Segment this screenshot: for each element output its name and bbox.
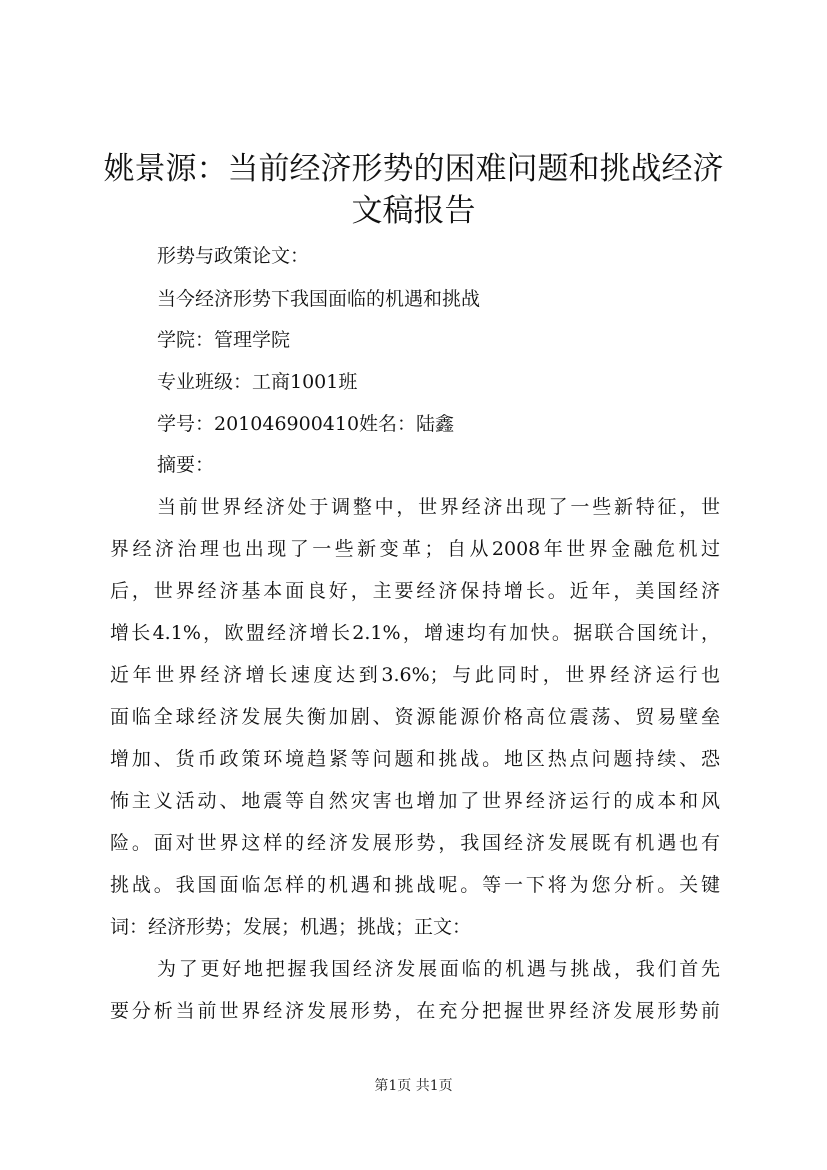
document-title-line-2: 文稿报告 bbox=[351, 193, 476, 229]
document-title-line-1: 姚景源：当前经济形势的困难问题和挑战经济 bbox=[103, 151, 724, 187]
paragraph1-line: 增加、货币政策环境趋紧等问题和挑战。地区热点问题持续、恐 bbox=[110, 748, 720, 770]
page-footer: 第1页 共1页 bbox=[374, 1078, 453, 1094]
meta-abstract-label: 摘要： bbox=[157, 454, 215, 476]
meta-student-id-name: 学号：201046900410姓名：陆鑫 bbox=[157, 413, 455, 435]
paragraph1-line: 怖主义活动、地震等自然灾害也增加了世界经济运行的成本和风 bbox=[110, 790, 720, 812]
paragraph1-line: 面临全球经济发展失衡加剧、资源能源价格高位震荡、贸易壁垒 bbox=[110, 706, 720, 728]
paragraph2-line: 要分析当前世界经济发展形势，在充分把握世界经济发展形势前 bbox=[110, 1000, 720, 1022]
paragraph1-line: 增长4.1%，欧盟经济增长2.1%，增速均有加快。据联合国统计， bbox=[110, 622, 720, 644]
paragraph1-line: 近年世界经济增长速度达到3.6%；与此同时，世界经济运行也 bbox=[110, 664, 720, 686]
meta-college: 学院：管理学院 bbox=[157, 329, 291, 351]
paragraph1-line: 当前世界经济处于调整中，世界经济出现了一些新特征，世 bbox=[157, 496, 720, 518]
paragraph1-line: 后，世界经济基本面良好，主要经济保持增长。近年，美国经济 bbox=[110, 580, 720, 602]
meta-paper-topic: 当今经济形势下我国面临的机遇和挑战 bbox=[157, 288, 481, 310]
paragraph2-line: 为了更好地把握我国经济发展面临的机遇与挑战，我们首先 bbox=[157, 958, 720, 980]
meta-paper-type: 形势与政策论文： bbox=[157, 245, 310, 267]
paragraph1-line: 挑战。我国面临怎样的机遇和挑战呢。等一下将为您分析。关键 bbox=[110, 874, 720, 896]
meta-major-class: 专业班级：工商1001班 bbox=[157, 371, 358, 393]
paragraph1-line: 界经济治理也出现了一些新变革；自从2008年世界金融危机过 bbox=[110, 538, 720, 560]
paragraph1-line: 险。面对世界这样的经济发展形势，我国经济发展既有机遇也有 bbox=[110, 832, 720, 854]
paragraph1-line: 词：经济形势；发展；机遇；挑战；正文： bbox=[110, 916, 472, 938]
